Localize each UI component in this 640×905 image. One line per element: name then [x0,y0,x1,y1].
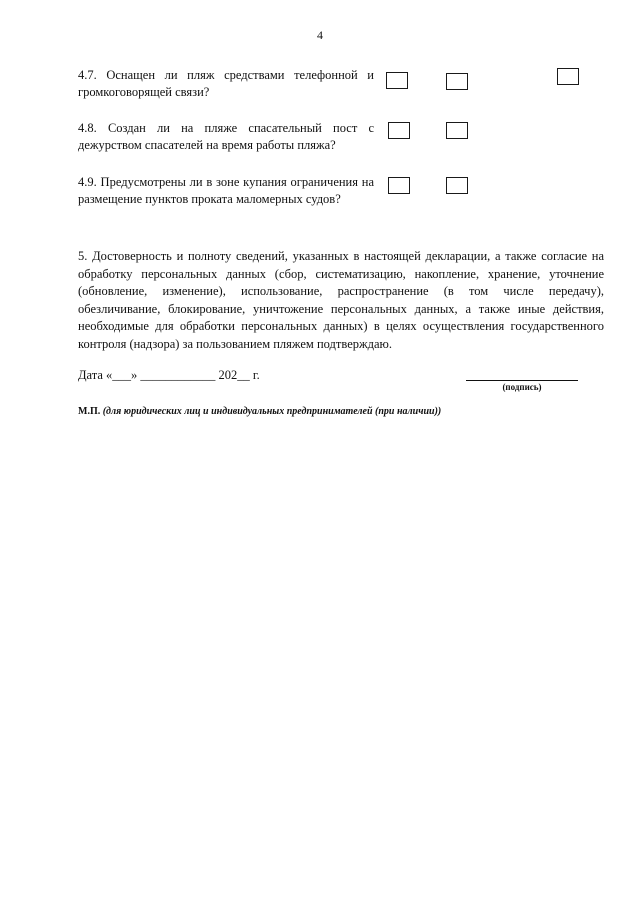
signature-caption: (подпись) [502,382,542,392]
stamp-label: М.П. [78,406,101,417]
checkbox-4-9-yes[interactable] [388,177,410,194]
question-text: Создан ли на пляже спасательный пост с дежурством спасателей на время работы пляжа? [78,121,375,152]
checkbox-4-9-no[interactable] [446,177,468,194]
date-field[interactable]: Дата «___» ____________ 202__ г. [78,368,260,382]
page-number: 4 [317,28,323,42]
question-text: Предусмотрены ли в зоне купания ограничения на размещение пунктов проката маломерных судов? [78,175,375,206]
question-4-8 [78,120,374,154]
checkbox-4-7-other[interactable] [557,68,579,85]
stamp-line [78,406,441,417]
checkbox-4-8-no[interactable] [446,122,468,139]
question-number: 4.9. [78,175,97,189]
question-number: 4.7. [78,68,97,82]
stamp-note: (для юридических лиц и индивидуальных предпринимателей (при наличии)) [102,406,442,417]
question-4-7 [78,67,374,101]
question-number: 4.8. [78,121,97,135]
question-4-9 [78,174,374,208]
declaration-text: Достоверность и полноту сведений, указанных в настоящей декларации, а также согласие на обработку персональных данных (сбор, систематизацию, накопление, хранение, уточнение (обновление, изменение), использование, распространение (в том числе передачу), обезличивание, блокирование, уничтожение персональных данных, а также иные действия, необходимые для обработки персональных данных) в целях осуществления государственного контроля (надзора) за пользованием пляжем подтверждаю. [78,249,604,351]
signature-line[interactable] [466,380,578,381]
checkbox-4-7-yes[interactable] [386,72,408,89]
declaration-number: 5. [78,249,88,263]
checkbox-4-8-yes[interactable] [388,122,410,139]
checkbox-4-7-no[interactable] [446,73,468,90]
question-text: Оснащен ли пляж средствами телефонной и громкоговорящей связи? [78,68,375,99]
declaration-paragraph [78,248,604,353]
